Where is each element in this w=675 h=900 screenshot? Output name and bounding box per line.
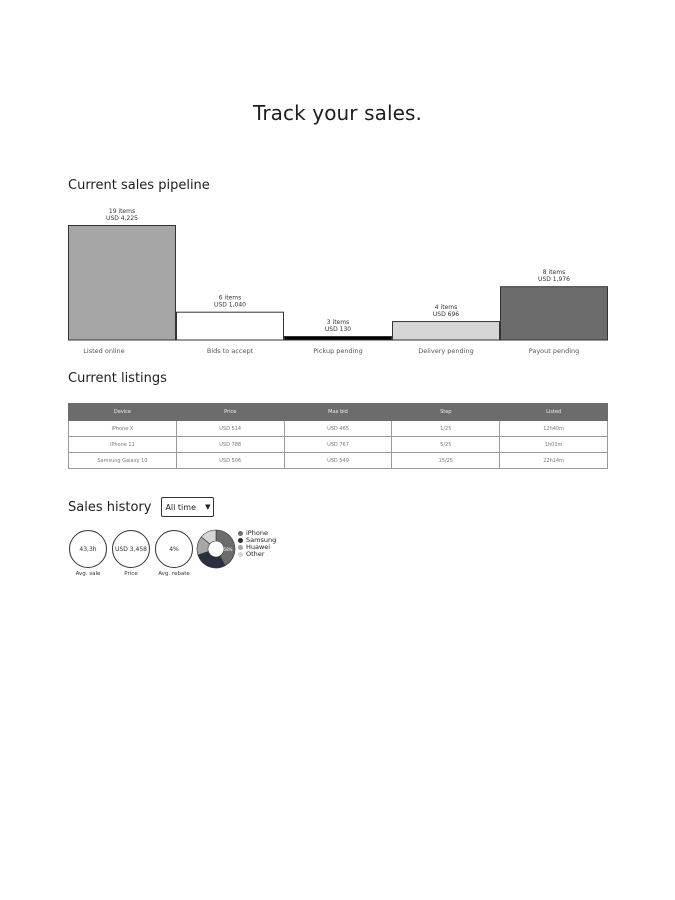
pipeline-items-label: 4 items (434, 304, 458, 312)
time-range-select[interactable] (161, 497, 214, 517)
stat-label: Avg. rebate (158, 571, 190, 577)
pipeline-amount-label: USD 1,976 (538, 276, 570, 284)
cell-listed: 12h40m (500, 421, 608, 437)
legend-item[interactable] (238, 551, 276, 558)
listings-header-row (69, 404, 608, 421)
stat-label: Avg. sale (75, 571, 101, 577)
pipeline-stage-label: Bids to accept (206, 347, 254, 355)
donut-center-label: 58% (223, 547, 233, 552)
table-row[interactable] (69, 437, 608, 453)
cell-max-bid: USD 767 (284, 437, 392, 453)
page-title: Track your sales. (252, 101, 423, 125)
pipeline-stage-label: Pickup pending (313, 347, 363, 355)
pipeline-stage-label: Delivery pending (418, 347, 474, 355)
stat-avg-sale (68, 530, 108, 577)
stat-circle (69, 530, 107, 568)
time-range-value: All time (165, 502, 196, 512)
pipeline-amount-label: USD 1,040 (214, 301, 246, 309)
pipeline-title: Current sales pipeline (68, 178, 210, 193)
column-header-listed[interactable]: Listed (500, 404, 608, 421)
pipeline-stage-label: Payout pending (528, 347, 580, 355)
pipeline-bar[interactable] (285, 337, 392, 341)
cell-price: USD 788 (176, 437, 284, 453)
legend-label: Samsung (246, 536, 277, 544)
pipeline-amount-label: USD 696 (432, 311, 460, 319)
legend-swatch (238, 538, 243, 543)
pipeline-bar[interactable] (177, 312, 284, 340)
legend-swatch (238, 531, 243, 536)
cell-step: 1/25 (392, 421, 500, 437)
cell-price: USD 514 (176, 421, 284, 437)
cell-step: 15/25 (392, 453, 500, 469)
pipeline-items-label: 3 items (326, 319, 350, 326)
column-header-device[interactable]: Device (69, 404, 177, 421)
stat-circle (155, 530, 193, 568)
stat-circle (112, 530, 150, 568)
pipeline-amount-label: USD 130 (324, 326, 352, 333)
legend-label: iPhone (246, 529, 268, 537)
cell-step: 5/25 (392, 437, 500, 453)
pipeline-amount-label: USD 4,225 (106, 215, 138, 222)
cell-max-bid: USD 465 (284, 421, 392, 437)
pipeline-items-label: 6 items (218, 294, 242, 302)
stat-value: 4% (169, 545, 179, 553)
cell-listed: 22h14m (500, 453, 608, 469)
legend-label: Other (246, 550, 265, 558)
pipeline-items-label: 8 items (542, 269, 566, 277)
pipeline-bar[interactable] (69, 226, 176, 341)
sales-history-header (68, 497, 214, 517)
cell-max-bid: USD 549 (284, 453, 392, 469)
chevron-down-icon: ▼ (205, 503, 211, 511)
pipeline-bar[interactable] (501, 287, 608, 340)
cell-listed: 1h01m (500, 437, 608, 453)
sales-history-title: Sales history (68, 499, 152, 515)
cell-device: Samsung Galaxy 10 (69, 453, 177, 469)
stat-avg-rebate (154, 530, 194, 577)
brand-breakdown-donut (196, 529, 236, 569)
pipeline-items-label: 19 items (108, 208, 136, 215)
cell-price: USD 506 (176, 453, 284, 469)
pipeline-stage-label: Listed online (83, 347, 125, 355)
donut-slice[interactable] (198, 551, 225, 568)
pipeline-bar[interactable] (393, 322, 500, 340)
stat-price (111, 530, 151, 577)
listings-title: Current listings (68, 371, 167, 386)
table-row[interactable] (69, 421, 608, 437)
table-row[interactable] (69, 453, 608, 469)
stat-value: 43,3h (79, 545, 97, 553)
stat-label: Price (124, 571, 138, 577)
column-header-step[interactable]: Step (392, 404, 500, 421)
legend-swatch (238, 552, 243, 557)
cell-device: iPhone X (69, 421, 177, 437)
stat-value: USD 3,458 (115, 545, 147, 553)
legend-swatch (238, 545, 243, 550)
column-header-max-bid[interactable]: Max bid (284, 404, 392, 421)
legend-label: Huawei (246, 543, 271, 551)
brand-legend (238, 530, 276, 558)
listings-table (68, 403, 608, 469)
cell-device: iPhone 11 (69, 437, 177, 453)
column-header-price[interactable]: Price (176, 404, 284, 421)
